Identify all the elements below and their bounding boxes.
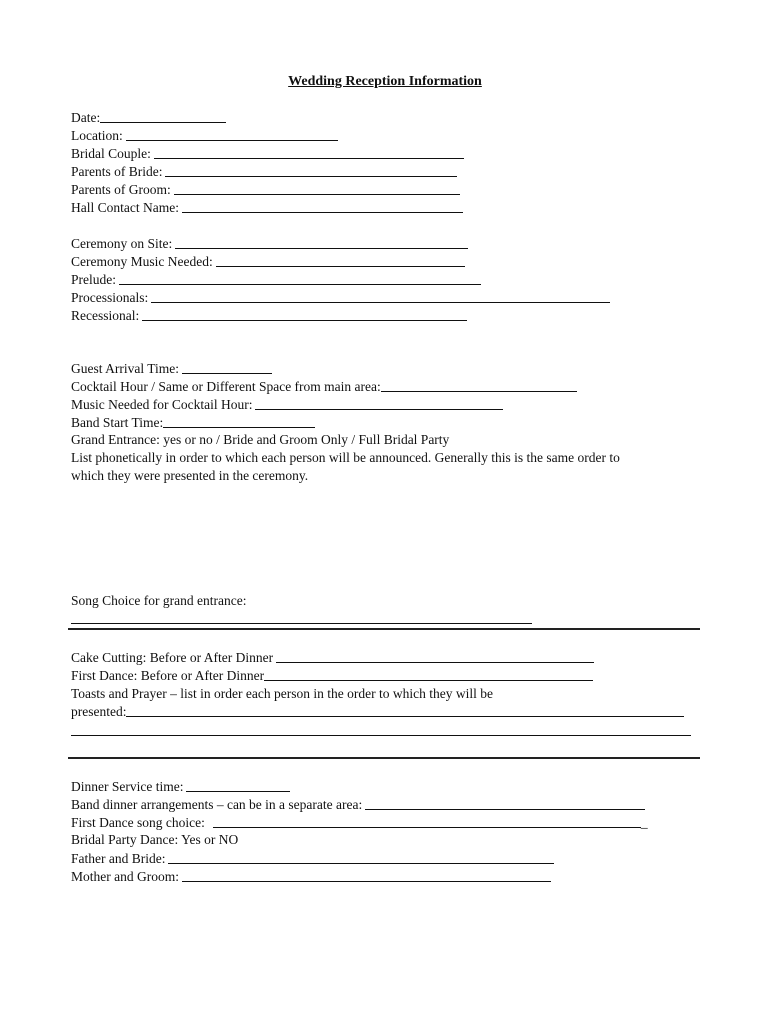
location-field[interactable]: [126, 140, 338, 141]
prelude-label: Prelude:: [71, 272, 116, 287]
bridal-couple-row: [71, 145, 464, 163]
section-divider-1: [68, 628, 700, 630]
parents-bride-label: Parents of Bride:: [71, 164, 163, 179]
father-bride-field[interactable]: [168, 863, 554, 864]
song-choice-label: Song Choice for grand entrance:: [71, 593, 247, 608]
toasts-row: [71, 703, 684, 721]
father-bride-label: Father and Bride:: [71, 851, 166, 866]
toasts-label: presented:: [71, 704, 127, 719]
parents-bride-row: [71, 163, 457, 181]
band-dinner-field[interactable]: [365, 809, 645, 810]
date-label: Date:: [71, 110, 101, 125]
first-dance-song-label: First Dance song choice:: [71, 815, 205, 830]
date-field[interactable]: [100, 122, 226, 123]
cocktail-music-row: [71, 396, 503, 414]
ceremony-music-row: [71, 253, 465, 271]
first-dance-song-row: [71, 814, 648, 832]
cocktail-music-field[interactable]: [255, 409, 503, 410]
ceremony-site-row: [71, 235, 468, 253]
bridal-couple-label: Bridal Couple:: [71, 146, 151, 161]
cocktail-hour-label: Cocktail Hour / Same or Different Space from main area:: [71, 379, 381, 394]
father-bride-row: [71, 850, 554, 868]
dinner-service-field[interactable]: [186, 791, 290, 792]
hall-contact-row: [71, 199, 463, 217]
location-label: Location:: [71, 128, 123, 143]
toasts-line-1: Toasts and Prayer – list in order each person in the order to which they will be: [71, 686, 493, 701]
mother-groom-label: Mother and Groom:: [71, 869, 179, 884]
first-dance-field[interactable]: [264, 680, 593, 681]
cake-cutting-field[interactable]: [276, 662, 594, 663]
cocktail-hour-field[interactable]: [381, 391, 577, 392]
parents-groom-field[interactable]: [174, 194, 460, 195]
parents-groom-label: Parents of Groom:: [71, 182, 171, 197]
ceremony-site-label: Ceremony on Site:: [71, 236, 173, 251]
location-row: [71, 127, 338, 145]
processionals-label: Processionals:: [71, 290, 149, 305]
parents-groom-row: [71, 181, 460, 199]
hall-contact-field[interactable]: [182, 212, 463, 213]
prelude-field[interactable]: [119, 284, 481, 285]
first-dance-song-field[interactable]: [213, 827, 641, 828]
grand-entrance-text: Grand Entrance: yes or no / Bride and Groom Only / Full Bridal Party: [71, 432, 450, 447]
song-choice-field[interactable]: [71, 623, 532, 624]
band-dinner-row: [71, 796, 645, 814]
cake-cutting-label: Cake Cutting: Before or After Dinner: [71, 650, 274, 665]
page-title: Wedding Reception Information: [288, 74, 482, 89]
cocktail-music-label: Music Needed for Cocktail Hour:: [71, 397, 253, 412]
recessional-label: Recessional:: [71, 308, 140, 323]
guest-arrival-field[interactable]: [182, 373, 272, 374]
list-phonetic-line-2: which they were presented in the ceremony.: [71, 468, 309, 483]
guest-arrival-label: Guest Arrival Time:: [71, 361, 180, 376]
date-row: [71, 109, 226, 127]
band-start-label: Band Start Time:: [71, 415, 164, 430]
bridal-couple-field[interactable]: [154, 158, 464, 159]
toasts-field[interactable]: [126, 716, 684, 717]
bridal-party-dance-text: Bridal Party Dance: Yes or NO: [71, 832, 239, 847]
processionals-row: [71, 289, 610, 307]
guest-arrival-row: [71, 360, 272, 378]
cocktail-hour-row: [71, 378, 577, 396]
band-start-field[interactable]: [163, 427, 315, 428]
recessional-row: [71, 307, 467, 325]
recessional-field[interactable]: [142, 320, 467, 321]
section-divider-2: [68, 757, 700, 759]
ceremony-site-field[interactable]: [175, 248, 468, 249]
ceremony-music-field[interactable]: [216, 266, 465, 267]
ceremony-music-label: Ceremony Music Needed:: [71, 254, 213, 269]
cake-cutting-row: [71, 649, 594, 667]
mother-groom-field[interactable]: [182, 881, 551, 882]
first-dance-row: [71, 667, 593, 685]
first-dance-label: First Dance: Before or After Dinner: [71, 668, 265, 683]
prelude-row: [71, 271, 481, 289]
parents-bride-field[interactable]: [165, 176, 457, 177]
hall-contact-label: Hall Contact Name:: [71, 200, 179, 215]
band-start-row: [71, 414, 315, 432]
band-dinner-label: Band dinner arrangements – can be in a separate area:: [71, 797, 363, 812]
dinner-service-row: [71, 778, 290, 796]
first-dance-song-tail: _: [640, 815, 648, 830]
list-phonetic-line-1: List phonetically in order to which each person will be announced. Generally this is the same order to: [71, 450, 620, 465]
mother-groom-row: [71, 868, 551, 886]
toasts-field-2[interactable]: [71, 735, 691, 736]
processionals-field[interactable]: [151, 302, 610, 303]
dinner-service-label: Dinner Service time:: [71, 779, 184, 794]
